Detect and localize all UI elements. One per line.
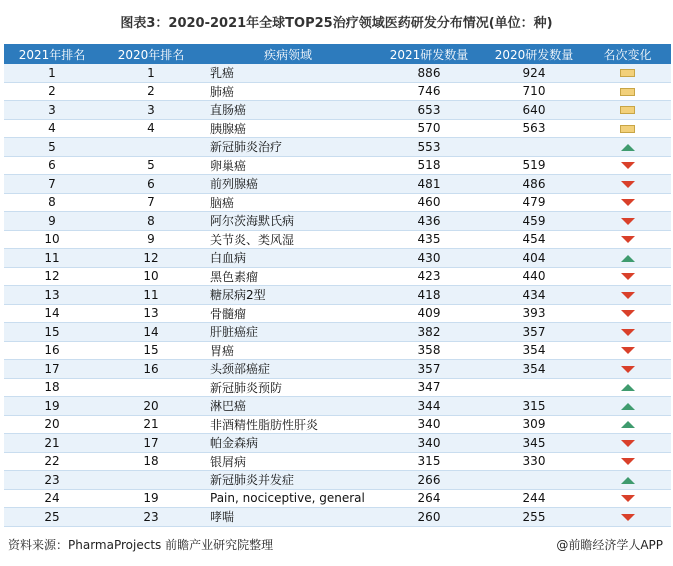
cell-rank-2020: 14 — [100, 323, 202, 342]
cell-count-2020: 440 — [484, 267, 584, 286]
cell-rank-2021: 23 — [4, 471, 100, 490]
cell-rank-2020: 15 — [100, 341, 202, 360]
cell-rank-2020: 11 — [100, 286, 202, 305]
cell-rank-change — [584, 397, 671, 416]
cell-rank-2021: 24 — [4, 489, 100, 508]
table-row — [4, 304, 671, 323]
cell-rank-2020: 21 — [100, 415, 202, 434]
cell-count-2020: 345 — [484, 434, 584, 453]
cell-rank-change — [584, 64, 671, 82]
cell-rank-2021: 17 — [4, 360, 100, 379]
triangle-down-icon — [621, 458, 635, 465]
cell-rank-change — [584, 471, 671, 490]
table-row — [4, 378, 671, 397]
cell-count-2020: 479 — [484, 193, 584, 212]
table-row — [4, 415, 671, 434]
cell-rank-change — [584, 119, 671, 138]
triangle-down-icon — [621, 292, 635, 299]
cell-rank-2021: 12 — [4, 267, 100, 286]
chart-title: 图表3：2020-2021年全球TOP25治疗领域医药研发分布情况(单位：种) — [120, 16, 553, 31]
cell-rank-2020: 7 — [100, 193, 202, 212]
cell-count-2021: 460 — [374, 193, 484, 212]
cell-rank-2020: 8 — [100, 212, 202, 231]
cell-count-2020: 255 — [484, 508, 584, 527]
cell-count-2020 — [484, 378, 584, 397]
triangle-up-icon — [621, 255, 635, 262]
cell-disease: 脑癌 — [202, 193, 374, 212]
cell-disease: 肺癌 — [202, 82, 374, 101]
triangle-up-icon — [621, 384, 635, 391]
cell-rank-2021: 16 — [4, 341, 100, 360]
flat-bar-icon — [620, 125, 635, 133]
header-rank-change: 名次变化 — [584, 44, 671, 64]
cell-count-2020: 710 — [484, 82, 584, 101]
cell-rank-2020: 17 — [100, 434, 202, 453]
triangle-down-icon — [621, 181, 635, 188]
cell-count-2021: 423 — [374, 267, 484, 286]
cell-count-2020: 459 — [484, 212, 584, 231]
cell-rank-change — [584, 212, 671, 231]
flat-bar-icon — [620, 69, 635, 77]
cell-count-2020: 244 — [484, 489, 584, 508]
cell-disease: 黑色素瘤 — [202, 267, 374, 286]
cell-disease: 帕金森病 — [202, 434, 374, 453]
cell-count-2020: 309 — [484, 415, 584, 434]
cell-rank-2021: 4 — [4, 119, 100, 138]
cell-count-2020: 393 — [484, 304, 584, 323]
triangle-down-icon — [621, 495, 635, 502]
header-disease: 疾病领域 — [202, 44, 374, 64]
cell-count-2020: 486 — [484, 175, 584, 194]
table-row — [4, 452, 671, 471]
cell-rank-2021: 9 — [4, 212, 100, 231]
cell-count-2021: 340 — [374, 434, 484, 453]
source-note: 资料来源：PharmaProjects 前瞻产业研究院整理 — [8, 538, 274, 552]
cell-rank-2020: 16 — [100, 360, 202, 379]
cell-disease: 糖尿病2型 — [202, 286, 374, 305]
cell-rank-change — [584, 101, 671, 120]
cell-rank-2020: 4 — [100, 119, 202, 138]
triangle-down-icon — [621, 162, 635, 169]
table-header-row — [4, 44, 671, 64]
table-row — [4, 82, 671, 101]
table-row — [4, 64, 671, 82]
cell-rank-change — [584, 489, 671, 508]
table-row — [4, 286, 671, 305]
cell-rank-change — [584, 304, 671, 323]
cell-disease: Pain, nociceptive, general — [202, 489, 374, 508]
table-row — [4, 267, 671, 286]
table-row — [4, 156, 671, 175]
cell-rank-2020: 1 — [100, 64, 202, 82]
cell-count-2021: 518 — [374, 156, 484, 175]
cell-disease: 新冠肺炎预防 — [202, 378, 374, 397]
table-row — [4, 397, 671, 416]
cell-count-2021: 435 — [374, 230, 484, 249]
cell-rank-change — [584, 378, 671, 397]
cell-disease: 关节炎、类风湿 — [202, 230, 374, 249]
cell-count-2021: 418 — [374, 286, 484, 305]
cell-rank-2020: 20 — [100, 397, 202, 416]
cell-rank-2020: 2 — [100, 82, 202, 101]
cell-disease: 阿尔茨海默氏病 — [202, 212, 374, 231]
triangle-up-icon — [621, 477, 635, 484]
cell-count-2020: 357 — [484, 323, 584, 342]
triangle-down-icon — [621, 273, 635, 280]
cell-count-2021: 340 — [374, 415, 484, 434]
cell-disease: 头颈部癌症 — [202, 360, 374, 379]
cell-rank-2021: 10 — [4, 230, 100, 249]
cell-count-2021: 358 — [374, 341, 484, 360]
table-row — [4, 360, 671, 379]
cell-rank-2021: 18 — [4, 378, 100, 397]
cell-rank-change — [584, 138, 671, 157]
cell-rank-2021: 5 — [4, 138, 100, 157]
triangle-down-icon — [621, 329, 635, 336]
triangle-down-icon — [621, 310, 635, 317]
cell-disease: 新冠肺炎并发症 — [202, 471, 374, 490]
cell-count-2020: 563 — [484, 119, 584, 138]
cell-count-2020: 454 — [484, 230, 584, 249]
table-row — [4, 193, 671, 212]
cell-disease: 直肠癌 — [202, 101, 374, 120]
table-row — [4, 508, 671, 527]
table-row — [4, 212, 671, 231]
cell-rank-change — [584, 156, 671, 175]
cell-rank-2021: 11 — [4, 249, 100, 268]
cell-rank-2021: 19 — [4, 397, 100, 416]
cell-count-2021: 382 — [374, 323, 484, 342]
cell-count-2021: 409 — [374, 304, 484, 323]
header-rank-2020: 2020年排名 — [100, 44, 202, 64]
cell-rank-2020: 12 — [100, 249, 202, 268]
triangle-up-icon — [621, 421, 635, 428]
cell-rank-2020: 5 — [100, 156, 202, 175]
brand-credit: @前瞻经济学人APP — [556, 538, 663, 552]
cell-disease: 乳癌 — [202, 64, 374, 82]
cell-rank-change — [584, 82, 671, 101]
ranking-table — [4, 44, 671, 527]
cell-count-2021: 264 — [374, 489, 484, 508]
cell-disease: 胃癌 — [202, 341, 374, 360]
cell-rank-2021: 7 — [4, 175, 100, 194]
cell-rank-2020: 10 — [100, 267, 202, 286]
cell-rank-change — [584, 267, 671, 286]
triangle-down-icon — [621, 236, 635, 243]
cell-count-2020: 434 — [484, 286, 584, 305]
cell-rank-change — [584, 286, 671, 305]
cell-count-2020 — [484, 138, 584, 157]
cell-rank-2020 — [100, 471, 202, 490]
triangle-down-icon — [621, 440, 635, 447]
cell-rank-change — [584, 249, 671, 268]
cell-count-2021: 481 — [374, 175, 484, 194]
cell-disease: 淋巴癌 — [202, 397, 374, 416]
cell-rank-change — [584, 452, 671, 471]
triangle-up-icon — [621, 144, 635, 151]
cell-count-2021: 746 — [374, 82, 484, 101]
cell-count-2020: 640 — [484, 101, 584, 120]
cell-count-2021: 553 — [374, 138, 484, 157]
triangle-down-icon — [621, 366, 635, 373]
triangle-down-icon — [621, 514, 635, 521]
table-row — [4, 489, 671, 508]
cell-rank-change — [584, 508, 671, 527]
cell-count-2020: 354 — [484, 360, 584, 379]
triangle-up-icon — [621, 403, 635, 410]
cell-rank-2021: 8 — [4, 193, 100, 212]
cell-count-2021: 347 — [374, 378, 484, 397]
table-row — [4, 101, 671, 120]
cell-disease: 肝脏癌症 — [202, 323, 374, 342]
cell-count-2021: 357 — [374, 360, 484, 379]
cell-count-2021: 315 — [374, 452, 484, 471]
cell-rank-change — [584, 341, 671, 360]
table-row — [4, 119, 671, 138]
cell-disease: 新冠肺炎治疗 — [202, 138, 374, 157]
cell-count-2020: 924 — [484, 64, 584, 82]
table-body — [4, 64, 671, 526]
cell-rank-2021: 3 — [4, 101, 100, 120]
cell-rank-2021: 22 — [4, 452, 100, 471]
cell-count-2020: 315 — [484, 397, 584, 416]
cell-rank-2020: 9 — [100, 230, 202, 249]
table-row — [4, 323, 671, 342]
cell-count-2021: 260 — [374, 508, 484, 527]
cell-rank-change — [584, 415, 671, 434]
cell-rank-2021: 25 — [4, 508, 100, 527]
cell-rank-change — [584, 360, 671, 379]
ranking-table-container — [4, 44, 671, 527]
cell-rank-2021: 21 — [4, 434, 100, 453]
cell-rank-2021: 15 — [4, 323, 100, 342]
cell-disease: 哮喘 — [202, 508, 374, 527]
cell-rank-2020: 23 — [100, 508, 202, 527]
cell-rank-2020: 13 — [100, 304, 202, 323]
cell-disease: 非酒精性脂肪性肝炎 — [202, 415, 374, 434]
cell-count-2021: 266 — [374, 471, 484, 490]
table-row — [4, 471, 671, 490]
table-row — [4, 341, 671, 360]
cell-disease: 卵巢癌 — [202, 156, 374, 175]
cell-count-2021: 570 — [374, 119, 484, 138]
flat-bar-icon — [620, 88, 635, 96]
triangle-down-icon — [621, 347, 635, 354]
cell-disease: 前列腺癌 — [202, 175, 374, 194]
cell-rank-2020: 18 — [100, 452, 202, 471]
cell-count-2020: 354 — [484, 341, 584, 360]
triangle-down-icon — [621, 199, 635, 206]
cell-rank-2021: 14 — [4, 304, 100, 323]
flat-bar-icon — [620, 106, 635, 114]
header-count-2020: 2020研发数量 — [484, 44, 584, 64]
cell-rank-2020 — [100, 378, 202, 397]
cell-disease: 银屑病 — [202, 452, 374, 471]
cell-rank-2021: 13 — [4, 286, 100, 305]
cell-count-2020: 404 — [484, 249, 584, 268]
cell-count-2020 — [484, 471, 584, 490]
cell-rank-2020: 19 — [100, 489, 202, 508]
cell-rank-change — [584, 175, 671, 194]
header-rank-2021: 2021年排名 — [4, 44, 100, 64]
cell-count-2021: 436 — [374, 212, 484, 231]
cell-rank-2021: 2 — [4, 82, 100, 101]
cell-count-2021: 344 — [374, 397, 484, 416]
cell-disease: 骨髓瘤 — [202, 304, 374, 323]
cell-count-2021: 430 — [374, 249, 484, 268]
cell-rank-change — [584, 434, 671, 453]
triangle-down-icon — [621, 218, 635, 225]
cell-rank-2021: 1 — [4, 64, 100, 82]
cell-rank-2021: 20 — [4, 415, 100, 434]
cell-count-2021: 653 — [374, 101, 484, 120]
header-count-2021: 2021研发数量 — [374, 44, 484, 64]
cell-rank-2020: 3 — [100, 101, 202, 120]
table-row — [4, 175, 671, 194]
cell-rank-change — [584, 230, 671, 249]
cell-rank-2020 — [100, 138, 202, 157]
cell-disease: 胰腺癌 — [202, 119, 374, 138]
cell-rank-2021: 6 — [4, 156, 100, 175]
cell-rank-change — [584, 323, 671, 342]
table-row — [4, 249, 671, 268]
table-row — [4, 434, 671, 453]
table-row — [4, 138, 671, 157]
cell-disease: 白血病 — [202, 249, 374, 268]
cell-count-2021: 886 — [374, 64, 484, 82]
cell-rank-change — [584, 193, 671, 212]
cell-count-2020: 330 — [484, 452, 584, 471]
cell-rank-2020: 6 — [100, 175, 202, 194]
cell-count-2020: 519 — [484, 156, 584, 175]
table-row — [4, 230, 671, 249]
